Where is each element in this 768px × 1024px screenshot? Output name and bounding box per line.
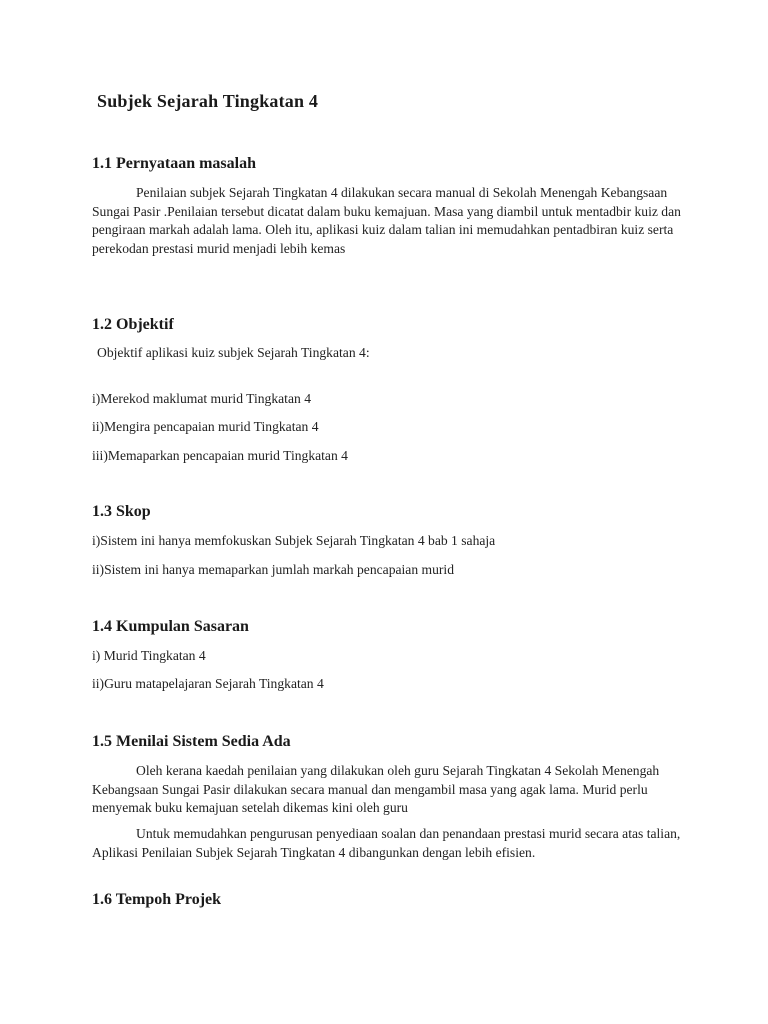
section-heading-1-1: 1.1 Pernyataan masalah xyxy=(92,155,256,172)
section-heading-1-2: 1.2 Objektif xyxy=(92,316,174,333)
section-1-5-paragraph-1: Oleh kerana kaedah penilaian yang dilakukan oleh guru Sejarah Tingkatan 4 Sekolah Menengah Kebangsaan Sungai Pasir dilakukan secara manual dan mengambil masa yang agak lama. Murid perlu menyemak buku kemajuan setelah dikemas kini oleh guru xyxy=(92,763,660,816)
list-item: ii)Mengira pencapaian murid Tingkatan 4 xyxy=(92,419,319,434)
section-heading-1-6: 1.6 Tempoh Projek xyxy=(92,891,222,908)
section-1-2-intro: Objektif aplikasi kuiz subjek Sejarah Tingkatan 4: xyxy=(97,345,370,360)
list-item: iii)Memaparkan pencapaian murid Tingkatan 4 xyxy=(92,448,348,463)
section-1-1-paragraph: Penilaian subjek Sejarah Tingkatan 4 dilakukan secara manual di Sekolah Menengah Kebangsaan Sungai Pasir .Penilaian tersebut dicatat dalam buku kemajuan. Masa yang diambil untuk mentadbir kuiz dan pengiraan markah adalah lama. Oleh itu, aplikasi kuiz dalam talian ini memudahkan pentadbiran kuiz serta perekodan prestasi murid menjadi lebih kemas xyxy=(92,185,681,256)
list-item: i) Murid Tingkatan 4 xyxy=(92,648,206,663)
list-item: i)Merekod maklumat murid Tingkatan 4 xyxy=(92,391,311,406)
section-heading-1-3: 1.3 Skop xyxy=(92,503,151,520)
section-heading-1-5: 1.5 Menilai Sistem Sedia Ada xyxy=(92,733,291,750)
section-heading-1-4: 1.4 Kumpulan Sasaran xyxy=(92,618,249,635)
document-title: Subjek Sejarah Tingkatan 4 xyxy=(97,91,319,111)
list-item: ii)Guru matapelajaran Sejarah Tingkatan 4 xyxy=(92,676,324,691)
section-1-5-paragraph-2: Untuk memudahkan pengurusan penyediaan soalan dan penandaan prestasi murid secara atas talian, Aplikasi Penilaian Subjek Sejarah Tingkatan 4 dibangunkan dengan lebih efisien. xyxy=(92,826,681,860)
list-item: i)Sistem ini hanya memfokuskan Subjek Sejarah Tingkatan 4 bab 1 sahaja xyxy=(92,533,496,548)
list-item: ii)Sistem ini hanya memaparkan jumlah markah pencapaian murid xyxy=(92,562,455,577)
